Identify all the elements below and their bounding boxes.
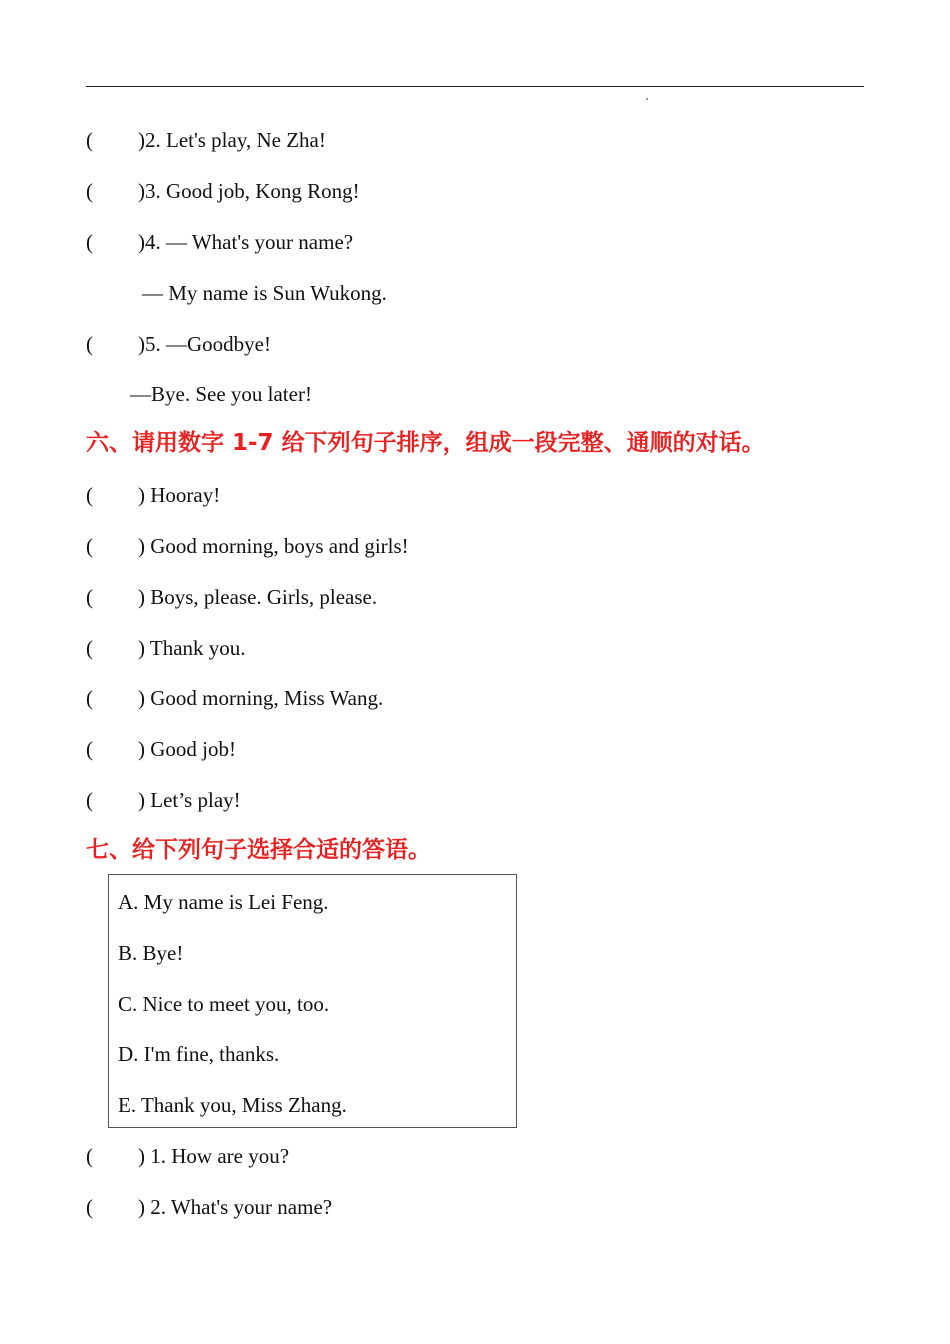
option-b: B. Bye! <box>118 941 184 965</box>
answer-blank[interactable]: ( <box>86 1144 93 1168</box>
item-text: ) Thank you. <box>138 636 246 660</box>
answer-blank[interactable]: ( <box>86 534 93 558</box>
item-text: ) Boys, please. Girls, please. <box>138 585 378 609</box>
header-dot <box>646 98 648 100</box>
item-text: ) 2. What's your name? <box>138 1195 333 1219</box>
option-a: A. My name is Lei Feng. <box>118 890 329 914</box>
answer-blank[interactable]: ( <box>86 788 93 812</box>
item-text: ) Let’s play! <box>138 788 241 812</box>
item-text: —Bye. See you later! <box>130 382 312 406</box>
item-text: ) Hooray! <box>138 483 221 507</box>
item-text: ) Good morning, Miss Wang. <box>138 686 384 710</box>
answer-blank[interactable]: ( <box>86 636 93 660</box>
item-text: ) 1. How are you? <box>138 1144 290 1168</box>
item-text: — My name is Sun Wukong. <box>142 281 387 305</box>
answer-blank[interactable]: ( <box>86 1195 93 1219</box>
answer-blank[interactable]: ( <box>86 686 93 710</box>
answer-blank[interactable]: ( <box>86 230 93 254</box>
answer-blank[interactable]: ( <box>86 179 93 203</box>
answer-blank[interactable]: ( <box>86 332 93 356</box>
answer-blank[interactable]: ( <box>86 585 93 609</box>
item-text: ) Good morning, boys and girls! <box>138 534 409 558</box>
item-text: ) Good job! <box>138 737 236 761</box>
header-rule <box>86 86 864 87</box>
answer-blank[interactable]: ( <box>86 128 93 152</box>
section7-heading: 七、给下列句子选择合适的答语。 <box>86 837 431 863</box>
item-text: )4. — What's your name? <box>138 230 354 254</box>
item-text: )3. Good job, Kong Rong! <box>138 179 360 203</box>
option-c: C. Nice to meet you, too. <box>118 992 330 1016</box>
item-text: )5. —Goodbye! <box>138 332 271 356</box>
answer-blank[interactable]: ( <box>86 483 93 507</box>
section6-heading: 六、请用数字 1-7 给下列句子排序，组成一段完整、通顺的对话。 <box>86 430 765 456</box>
option-e: E. Thank you, Miss Zhang. <box>118 1093 347 1117</box>
answer-blank[interactable]: ( <box>86 737 93 761</box>
item-text: )2. Let's play, Ne Zha! <box>138 128 326 152</box>
option-d: D. I'm fine, thanks. <box>118 1042 280 1066</box>
